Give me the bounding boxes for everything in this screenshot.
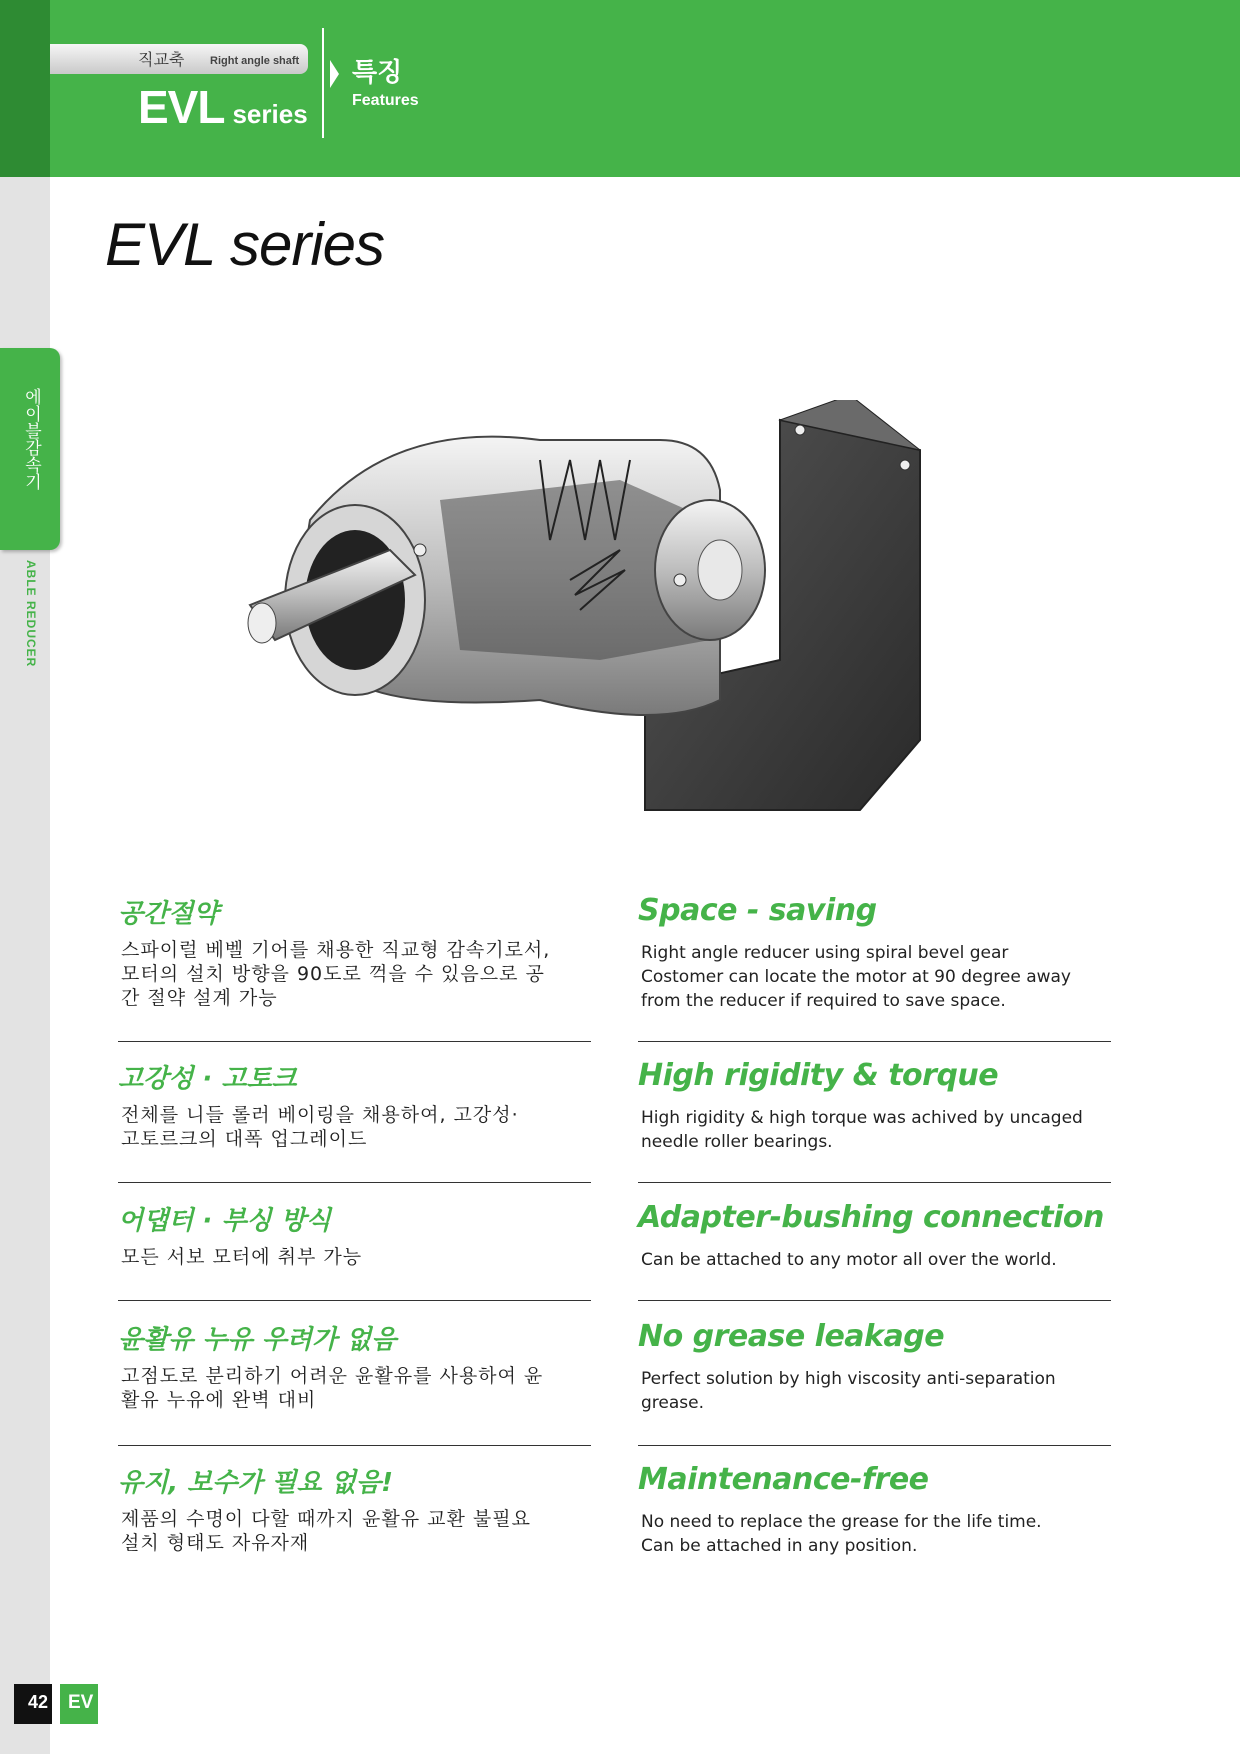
page-title: EVL series (105, 211, 385, 278)
feature-text-en (641, 1248, 1110, 1272)
feature-ko (118, 1058, 590, 1151)
feature-title-ko: 윤활유 누유 우려가 없음 (118, 1325, 397, 1355)
feature-ko (118, 1319, 590, 1412)
feature-title-ko: 고강성 · 고토크 (118, 1064, 297, 1094)
text-line: 활유 누유에 완벽 대비 (121, 1389, 317, 1411)
divider (638, 1445, 1111, 1446)
text-line: Perfect solution by high viscosity anti-separation (641, 1369, 1056, 1389)
feature-en (638, 1200, 1110, 1272)
feature-text-ko (121, 938, 590, 1010)
text-line: No need to replace the grease for the life time. (641, 1512, 1042, 1532)
text-line: 모든 서보 모터에 취부 가능 (121, 1246, 363, 1268)
series-suffix: series (232, 99, 308, 129)
feature-title-en: Adapter-bushing connection (638, 1200, 1104, 1235)
feature-text-ko (121, 1364, 590, 1412)
text-line: 고토르크의 대폭 업그레이드 (121, 1128, 368, 1150)
feature-en (638, 1462, 1110, 1558)
text-line: Can be attached to any motor all over the world. (641, 1250, 1057, 1270)
text-line: Right angle reducer using spiral bevel gear (641, 943, 1009, 963)
chevron-right-icon (330, 60, 339, 88)
series-name: EVL (138, 81, 225, 133)
feature-title-ko: 어댑터 · 부싱 방식 (118, 1206, 331, 1236)
gear-reducer-illustration (240, 400, 940, 820)
divider (118, 1041, 591, 1042)
text-line: 전체를 니들 롤러 베이링을 채용하여, 고강성· (121, 1104, 519, 1126)
text-line: 스파이럴 베벨 기어를 채용한 직교형 감속기로서, (121, 939, 551, 961)
feature-ko (118, 1200, 590, 1269)
feature-title-en: No grease leakage (638, 1319, 945, 1354)
section-title-ko: 특징 (352, 58, 403, 88)
text-line: Can be attached in any position. (641, 1536, 918, 1556)
left-margin-strip (0, 0, 50, 1754)
feature-text-ko (121, 1507, 590, 1555)
left-header-accent (0, 0, 50, 177)
category-label-ko: 직교축 (138, 50, 185, 69)
feature-title-ko: 유지, 보수가 필요 없음! (118, 1468, 393, 1498)
feature-title-en: Maintenance-free (638, 1462, 929, 1497)
feature-ko (118, 1462, 590, 1555)
section-code-box (60, 1684, 98, 1724)
text-line: 제품의 수명이 다할 때까지 윤활유 교환 불필요 (121, 1508, 531, 1530)
divider (638, 1300, 1111, 1301)
text-line: High rigidity & high torque was achived by uncaged (641, 1108, 1083, 1128)
category-label-en: Right angle shaft (210, 55, 300, 67)
divider (118, 1445, 591, 1446)
text-line: from the reducer if required to save space. (641, 991, 1006, 1011)
side-tab-label-ko: 에이블감속기 (21, 388, 41, 490)
feature-text-en (641, 1106, 1110, 1154)
divider (118, 1182, 591, 1183)
feature-text-ko (121, 1245, 590, 1269)
feature-en (638, 893, 1110, 1013)
feature-title-en: High rigidity & torque (638, 1058, 999, 1093)
feature-text-en (641, 941, 1110, 1013)
page-number-box (14, 1684, 52, 1724)
text-line: 설치 형태도 자유자재 (121, 1532, 310, 1554)
feature-ko (118, 893, 590, 1010)
page-number: 42 (28, 1692, 49, 1712)
section-title-en: Features (352, 92, 419, 109)
feature-title-ko: 공간절약 (118, 899, 219, 929)
header-band (50, 0, 1240, 177)
feature-en (638, 1319, 1110, 1415)
text-line: needle roller bearings. (641, 1132, 833, 1152)
text-line: Costomer can locate the motor at 90 degree away (641, 967, 1071, 987)
feature-text-en (641, 1367, 1110, 1415)
text-line: grease. (641, 1393, 705, 1413)
text-line: 모터의 설치 방향을 90도로 꺽을 수 있음으로 공 (121, 963, 545, 985)
series-heading (138, 80, 308, 134)
header-divider (322, 28, 324, 138)
divider (638, 1041, 1111, 1042)
feature-text-ko (121, 1103, 590, 1151)
feature-text-en (641, 1510, 1110, 1558)
divider (118, 1300, 591, 1301)
text-line: 간 절약 설계 가능 (121, 987, 278, 1009)
text-line: 고점도로 분리하기 어려운 윤활유를 사용하여 윤 (121, 1365, 544, 1387)
divider (638, 1182, 1111, 1183)
feature-en (638, 1058, 1110, 1154)
feature-title-en: Space - saving (638, 893, 877, 928)
section-code: EV (68, 1692, 94, 1713)
side-label-en: ABLE REDUCER (24, 560, 38, 668)
